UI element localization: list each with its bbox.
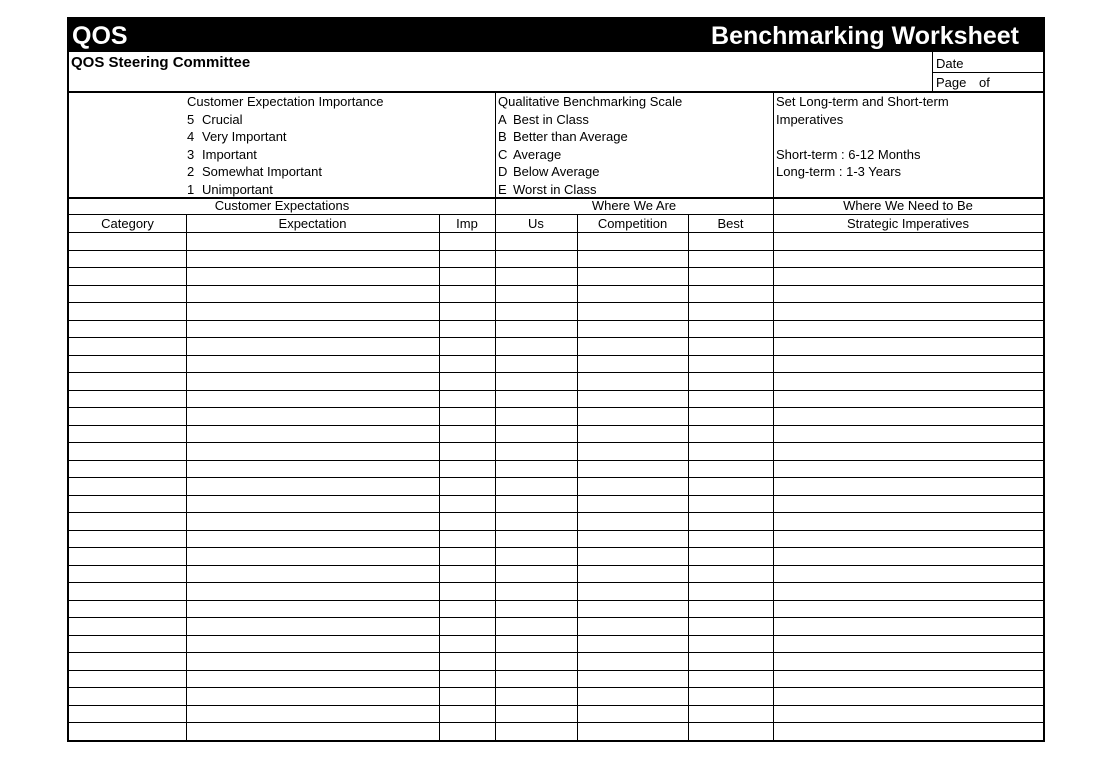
header-col-line (495, 214, 496, 232)
strategic-imperatives-cell[interactable] (773, 268, 1043, 285)
category-cell[interactable] (69, 706, 186, 723)
legend-item: D Below Average (498, 164, 600, 179)
category-cell[interactable] (69, 251, 186, 268)
table-row (69, 635, 1043, 653)
category-cell[interactable] (69, 671, 186, 688)
strategic-imperatives-cell[interactable] (773, 688, 1043, 705)
best-cell[interactable] (688, 303, 773, 320)
category-cell[interactable] (69, 303, 186, 320)
strategic-imperatives-cell[interactable] (773, 373, 1043, 390)
strategic-imperatives-cell[interactable] (773, 548, 1043, 565)
legend-divider (495, 91, 496, 214)
us-cell[interactable] (495, 356, 577, 373)
us-cell[interactable] (495, 268, 577, 285)
category-cell[interactable] (69, 478, 186, 495)
competition-cell[interactable] (577, 601, 688, 618)
title-bar (69, 19, 1043, 52)
date-divider (933, 72, 1044, 73)
scale-legend-title: Qualitative Benchmarking Scale (498, 94, 683, 109)
us-cell[interactable] (495, 531, 577, 548)
expectation-cell[interactable] (186, 513, 439, 530)
category-cell[interactable] (69, 461, 186, 478)
best-cell[interactable] (688, 286, 773, 303)
us-cell[interactable] (495, 601, 577, 618)
us-cell[interactable] (495, 618, 577, 635)
strategic-imperatives-cell[interactable] (773, 461, 1043, 478)
category-cell[interactable] (69, 356, 186, 373)
best-cell[interactable] (688, 373, 773, 390)
table-row (69, 565, 1043, 583)
us-cell[interactable] (495, 233, 577, 250)
us-cell[interactable] (495, 513, 577, 530)
importance-legend (187, 93, 384, 198)
competition-cell[interactable] (577, 373, 688, 390)
us-cell[interactable] (495, 583, 577, 600)
competition-cell[interactable] (577, 636, 688, 653)
us-cell[interactable] (495, 706, 577, 723)
table-row (69, 442, 1043, 460)
best-cell[interactable] (688, 636, 773, 653)
best-cell[interactable] (688, 356, 773, 373)
worksheet-title: Benchmarking Worksheet (711, 22, 1019, 50)
legend-divider (773, 91, 774, 214)
competition-cell[interactable] (577, 461, 688, 478)
expectation-cell[interactable] (186, 408, 439, 425)
table-row (69, 477, 1043, 495)
legend-item: 2 Somewhat Important (187, 164, 322, 179)
imp-cell[interactable] (439, 303, 495, 320)
best-cell[interactable] (688, 688, 773, 705)
imp-cell[interactable] (439, 268, 495, 285)
strategic-imperatives-cell[interactable] (773, 601, 1043, 618)
table-row (69, 390, 1043, 408)
best-cell[interactable] (688, 251, 773, 268)
competition-cell[interactable] (577, 548, 688, 565)
table-row (69, 355, 1043, 373)
strategic-imperatives-cell[interactable] (773, 583, 1043, 600)
best-cell[interactable] (688, 513, 773, 530)
expectation-cell[interactable] (186, 566, 439, 583)
table-row (69, 337, 1043, 355)
best-cell[interactable] (688, 461, 773, 478)
header-col-line (688, 214, 689, 232)
imp-cell[interactable] (439, 496, 495, 513)
category-cell[interactable] (69, 601, 186, 618)
category-cell[interactable] (69, 426, 186, 443)
expectation-cell[interactable] (186, 443, 439, 460)
competition-cell[interactable] (577, 408, 688, 425)
competition-cell[interactable] (577, 531, 688, 548)
table-row (69, 512, 1043, 530)
table-row (69, 460, 1043, 478)
imp-cell[interactable] (439, 583, 495, 600)
strategic-imperatives-cell[interactable] (773, 303, 1043, 320)
us-cell[interactable] (495, 373, 577, 390)
header-col-line (773, 214, 774, 232)
col-expectation: Expectation (278, 216, 347, 231)
expectation-cell[interactable] (186, 496, 439, 513)
us-cell[interactable] (495, 653, 577, 670)
category-cell[interactable] (69, 531, 186, 548)
category-cell[interactable] (69, 321, 186, 338)
expectation-cell[interactable] (186, 688, 439, 705)
imp-cell[interactable] (439, 723, 495, 740)
category-cell[interactable] (69, 408, 186, 425)
expectation-cell[interactable] (186, 531, 439, 548)
table-row (69, 582, 1043, 600)
us-cell[interactable] (495, 478, 577, 495)
competition-cell[interactable] (577, 286, 688, 303)
imp-cell[interactable] (439, 566, 495, 583)
competition-cell[interactable] (577, 426, 688, 443)
category-cell[interactable] (69, 233, 186, 250)
us-cell[interactable] (495, 408, 577, 425)
competition-cell[interactable] (577, 723, 688, 740)
us-cell[interactable] (495, 391, 577, 408)
category-cell[interactable] (69, 688, 186, 705)
terms-line-1: Set Long-term and Short-term (776, 94, 949, 109)
expectation-cell[interactable] (186, 391, 439, 408)
category-cell[interactable] (69, 618, 186, 635)
competition-cell[interactable] (577, 338, 688, 355)
category-cell[interactable] (69, 338, 186, 355)
table-row (69, 687, 1043, 705)
imp-cell[interactable] (439, 461, 495, 478)
us-cell[interactable] (495, 566, 577, 583)
category-cell[interactable] (69, 566, 186, 583)
strategic-imperatives-cell[interactable] (773, 391, 1043, 408)
imp-cell[interactable] (439, 548, 495, 565)
best-cell[interactable] (688, 233, 773, 250)
page-of-label: of (979, 75, 990, 90)
competition-cell[interactable] (577, 671, 688, 688)
competition-cell[interactable] (577, 653, 688, 670)
expectation-cell[interactable] (186, 618, 439, 635)
strategic-imperatives-cell[interactable] (773, 706, 1043, 723)
expectation-cell[interactable] (186, 251, 439, 268)
worksheet (67, 17, 1045, 742)
terms-legend (776, 93, 949, 181)
expectation-cell[interactable] (186, 356, 439, 373)
expectation-cell[interactable] (186, 286, 439, 303)
header-col-line (577, 214, 578, 232)
competition-cell[interactable] (577, 233, 688, 250)
imp-cell[interactable] (439, 321, 495, 338)
table-row (69, 250, 1043, 268)
legend-item: 4 Very Important (187, 129, 287, 144)
imp-cell[interactable] (439, 373, 495, 390)
strategic-imperatives-cell[interactable] (773, 286, 1043, 303)
page-label: Page (936, 75, 967, 90)
expectation-cell[interactable] (186, 233, 439, 250)
strategic-imperatives-cell[interactable] (773, 321, 1043, 338)
org-title: QOS (72, 22, 128, 50)
imp-cell[interactable] (439, 356, 495, 373)
expectation-cell[interactable] (186, 548, 439, 565)
category-cell[interactable] (69, 723, 186, 740)
strategic-imperatives-cell[interactable] (773, 531, 1043, 548)
best-cell[interactable] (688, 391, 773, 408)
expectation-cell[interactable] (186, 373, 439, 390)
us-cell[interactable] (495, 688, 577, 705)
best-cell[interactable] (688, 583, 773, 600)
best-cell[interactable] (688, 653, 773, 670)
date-label: Date (936, 56, 964, 71)
section-where-we-need: Where We Need to Be (843, 198, 973, 213)
committee-name: QOS Steering Committee (71, 54, 251, 71)
us-cell[interactable] (495, 548, 577, 565)
table-row (69, 285, 1043, 303)
competition-cell[interactable] (577, 321, 688, 338)
imp-cell[interactable] (439, 408, 495, 425)
table-row (69, 425, 1043, 443)
best-cell[interactable] (688, 601, 773, 618)
table-row (69, 600, 1043, 618)
strategic-imperatives-cell[interactable] (773, 671, 1043, 688)
table-row (69, 530, 1043, 548)
competition-cell[interactable] (577, 303, 688, 320)
imp-cell[interactable] (439, 426, 495, 443)
strategic-imperatives-cell[interactable] (773, 653, 1043, 670)
imp-cell[interactable] (439, 251, 495, 268)
competition-cell[interactable] (577, 583, 688, 600)
long-term: Long-term : 1-3 Years (776, 164, 902, 179)
expectation-cell[interactable] (186, 303, 439, 320)
best-cell[interactable] (688, 478, 773, 495)
us-cell[interactable] (495, 321, 577, 338)
expectation-cell[interactable] (186, 706, 439, 723)
expectation-cell[interactable] (186, 426, 439, 443)
legend-item: B Better than Average (498, 129, 628, 144)
imp-cell[interactable] (439, 531, 495, 548)
header-col-line (439, 214, 440, 232)
best-cell[interactable] (688, 671, 773, 688)
legend-item: E Worst in Class (498, 181, 597, 197)
table-row (69, 267, 1043, 285)
col-best: Best (717, 216, 744, 231)
us-cell[interactable] (495, 461, 577, 478)
us-cell[interactable] (495, 443, 577, 460)
strategic-imperatives-cell[interactable] (773, 251, 1043, 268)
us-cell[interactable] (495, 303, 577, 320)
col-imp: Imp (456, 216, 478, 231)
table-row (69, 407, 1043, 425)
scale-legend (498, 93, 682, 198)
competition-cell[interactable] (577, 706, 688, 723)
best-cell[interactable] (688, 531, 773, 548)
strategic-imperatives-cell[interactable] (773, 443, 1043, 460)
imp-cell[interactable] (439, 391, 495, 408)
best-cell[interactable] (688, 566, 773, 583)
table-row (69, 617, 1043, 635)
strategic-imperatives-cell[interactable] (773, 496, 1043, 513)
table-row (69, 722, 1043, 740)
table-row (69, 705, 1043, 723)
category-cell[interactable] (69, 636, 186, 653)
competition-cell[interactable] (577, 478, 688, 495)
expectation-cell[interactable] (186, 338, 439, 355)
table-row (69, 320, 1043, 338)
date-page-box (932, 52, 1044, 92)
imp-cell[interactable] (439, 513, 495, 530)
expectation-cell[interactable] (186, 268, 439, 285)
best-cell[interactable] (688, 723, 773, 740)
strategic-imperatives-cell[interactable] (773, 356, 1043, 373)
strategic-imperatives-cell[interactable] (773, 338, 1043, 355)
us-cell[interactable] (495, 338, 577, 355)
table-row (69, 495, 1043, 513)
best-cell[interactable] (688, 496, 773, 513)
table-row (69, 232, 1043, 250)
imp-cell[interactable] (439, 618, 495, 635)
us-cell[interactable] (495, 671, 577, 688)
section-where-we-are: Where We Are (591, 198, 677, 213)
table-row (69, 670, 1043, 688)
expectation-cell[interactable] (186, 636, 439, 653)
best-cell[interactable] (688, 408, 773, 425)
expectation-cell[interactable] (186, 601, 439, 618)
imp-cell[interactable] (439, 688, 495, 705)
imp-cell[interactable] (439, 443, 495, 460)
competition-cell[interactable] (577, 566, 688, 583)
best-cell[interactable] (688, 706, 773, 723)
imp-cell[interactable] (439, 478, 495, 495)
section-divider-v (773, 197, 774, 215)
col-us: Us (528, 216, 544, 231)
col-category: Category (101, 216, 154, 231)
strategic-imperatives-cell[interactable] (773, 426, 1043, 443)
best-cell[interactable] (688, 426, 773, 443)
expectation-cell[interactable] (186, 653, 439, 670)
us-cell[interactable] (495, 286, 577, 303)
expectation-cell[interactable] (186, 461, 439, 478)
category-cell[interactable] (69, 268, 186, 285)
importance-legend-title: Customer Expectation Importance (187, 94, 384, 109)
competition-cell[interactable] (577, 443, 688, 460)
us-cell[interactable] (495, 496, 577, 513)
category-cell[interactable] (69, 443, 186, 460)
imp-cell[interactable] (439, 671, 495, 688)
terms-line-2: Imperatives (776, 111, 844, 127)
worksheet-grid (69, 232, 1043, 740)
strategic-imperatives-cell[interactable] (773, 408, 1043, 425)
strategic-imperatives-cell[interactable] (773, 513, 1043, 530)
competition-cell[interactable] (577, 391, 688, 408)
us-cell[interactable] (495, 426, 577, 443)
category-cell[interactable] (69, 286, 186, 303)
competition-cell[interactable] (577, 688, 688, 705)
imp-cell[interactable] (439, 653, 495, 670)
best-cell[interactable] (688, 268, 773, 285)
competition-cell[interactable] (577, 268, 688, 285)
category-cell[interactable] (69, 496, 186, 513)
col-competition: Competition (597, 216, 668, 231)
best-cell[interactable] (688, 443, 773, 460)
best-cell[interactable] (688, 618, 773, 635)
section-divider-v (495, 197, 496, 215)
expectation-cell[interactable] (186, 671, 439, 688)
table-row (69, 372, 1043, 390)
us-cell[interactable] (495, 636, 577, 653)
us-cell[interactable] (495, 251, 577, 268)
strategic-imperatives-cell[interactable] (773, 723, 1043, 740)
strategic-imperatives-cell[interactable] (773, 233, 1043, 250)
short-term: Short-term : 6-12 Months (776, 146, 921, 162)
expectation-cell[interactable] (186, 723, 439, 740)
category-cell[interactable] (69, 583, 186, 600)
imp-cell[interactable] (439, 286, 495, 303)
strategic-imperatives-cell[interactable] (773, 618, 1043, 635)
section-customer-expectations: Customer Expectations (214, 198, 350, 213)
imp-cell[interactable] (439, 636, 495, 653)
competition-cell[interactable] (577, 618, 688, 635)
competition-cell[interactable] (577, 513, 688, 530)
category-cell[interactable] (69, 391, 186, 408)
strategic-imperatives-cell[interactable] (773, 478, 1043, 495)
strategic-imperatives-cell[interactable] (773, 636, 1043, 653)
us-cell[interactable] (495, 723, 577, 740)
imp-cell[interactable] (439, 601, 495, 618)
competition-cell[interactable] (577, 356, 688, 373)
category-cell[interactable] (69, 653, 186, 670)
best-cell[interactable] (688, 321, 773, 338)
legend-item: 3 Important (187, 146, 257, 162)
expectation-cell[interactable] (186, 478, 439, 495)
competition-cell[interactable] (577, 496, 688, 513)
category-cell[interactable] (69, 373, 186, 390)
legend-item: 5 Crucial (187, 111, 243, 127)
legend-item: C Average (498, 146, 562, 162)
strategic-imperatives-cell[interactable] (773, 566, 1043, 583)
col-strategic-imperatives: Strategic Imperatives (846, 216, 970, 231)
legend-item: 1 Unimportant (187, 181, 273, 197)
header-col-line (186, 214, 187, 232)
legend-item: A Best in Class (498, 111, 589, 127)
imp-cell[interactable] (439, 706, 495, 723)
table-row (69, 652, 1043, 670)
expectation-cell[interactable] (186, 583, 439, 600)
table-row (69, 547, 1043, 565)
expectation-cell[interactable] (186, 321, 439, 338)
category-cell[interactable] (69, 513, 186, 530)
imp-cell[interactable] (439, 338, 495, 355)
best-cell[interactable] (688, 338, 773, 355)
imp-cell[interactable] (439, 233, 495, 250)
table-row (69, 302, 1043, 320)
competition-cell[interactable] (577, 251, 688, 268)
best-cell[interactable] (688, 548, 773, 565)
category-cell[interactable] (69, 548, 186, 565)
